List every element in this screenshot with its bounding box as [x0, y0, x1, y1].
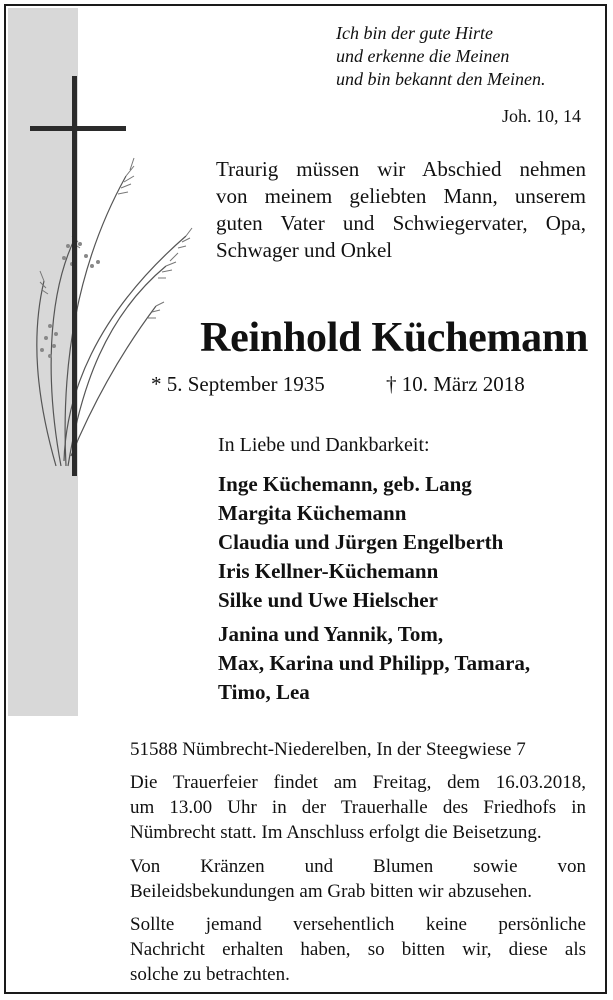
intro-line: Schwager und Onkel	[216, 238, 393, 262]
verse-reference: Joh. 10, 14	[501, 106, 581, 126]
intro-line: von meinem geliebten Mann, unserem	[216, 184, 586, 208]
mourners-heading: In Liebe und Dankbarkeit:	[218, 434, 430, 456]
intro-line: Traurig müssen wir Abschied nehmen	[216, 157, 586, 181]
deceased-name: Reinhold Küchemann	[200, 315, 588, 361]
note-line: um 13.00 Uhr in der Trauerhalle des Friedhofs in	[130, 797, 586, 818]
note-line: Nachricht erhalten haben, so bitten wir, diese als	[130, 939, 586, 960]
verse-line: und erkenne die Meinen	[336, 46, 510, 66]
family-member: Inge Küchemann, geb. Lang	[218, 472, 472, 496]
family-member: Margita Küchemann	[218, 501, 407, 525]
intro-line: guten Vater und Schwiegervater, Opa,	[216, 211, 586, 235]
family-member: Iris Kellner-Küchemann	[218, 559, 439, 583]
cross-wheat-illustration	[6, 66, 206, 486]
funeral-note	[130, 770, 586, 845]
wheat-icon	[37, 158, 192, 466]
verse-line: und bin bekannt den Meinen.	[336, 69, 546, 89]
death-date: † 10. März 2018	[386, 372, 525, 396]
verse-line: Ich bin der gute Hirte	[336, 23, 493, 43]
birth-date: * 5. September 1935	[151, 372, 325, 396]
notice-note	[130, 912, 586, 987]
family-list	[218, 470, 503, 615]
grandchildren-line: Janina und Yannik, Tom,	[218, 622, 444, 646]
family-member: Silke und Uwe Hielscher	[218, 588, 438, 612]
grandchildren-line: Timo, Lea	[218, 680, 310, 704]
note-line: solche zu betrachten.	[130, 964, 290, 985]
note-line: Die Trauerfeier findet am Freitag, dem 16.03.2018,	[130, 772, 586, 793]
family-member: Claudia und Jürgen Engelberth	[218, 530, 504, 554]
bible-verse	[336, 22, 586, 91]
note-line: Von Kränzen und Blumen sowie von	[130, 856, 586, 877]
address: 51588 Nümbrecht-Niederelben, In der Steegwiese 7	[130, 739, 526, 760]
flowers-note	[130, 854, 586, 904]
note-line: Beileidsbekundungen am Grab bitten wir abzusehen.	[130, 881, 533, 902]
obituary-card	[4, 4, 607, 994]
intro-text	[216, 156, 586, 264]
note-line: Sollte jemand versehentlich keine persönliche	[130, 914, 586, 935]
grandchildren-list	[218, 620, 530, 707]
note-line: Nümbrecht statt. Im Anschluss erfolgt die Beisetzung.	[130, 822, 542, 843]
grandchildren-line: Max, Karina und Philipp, Tamara,	[218, 651, 531, 675]
